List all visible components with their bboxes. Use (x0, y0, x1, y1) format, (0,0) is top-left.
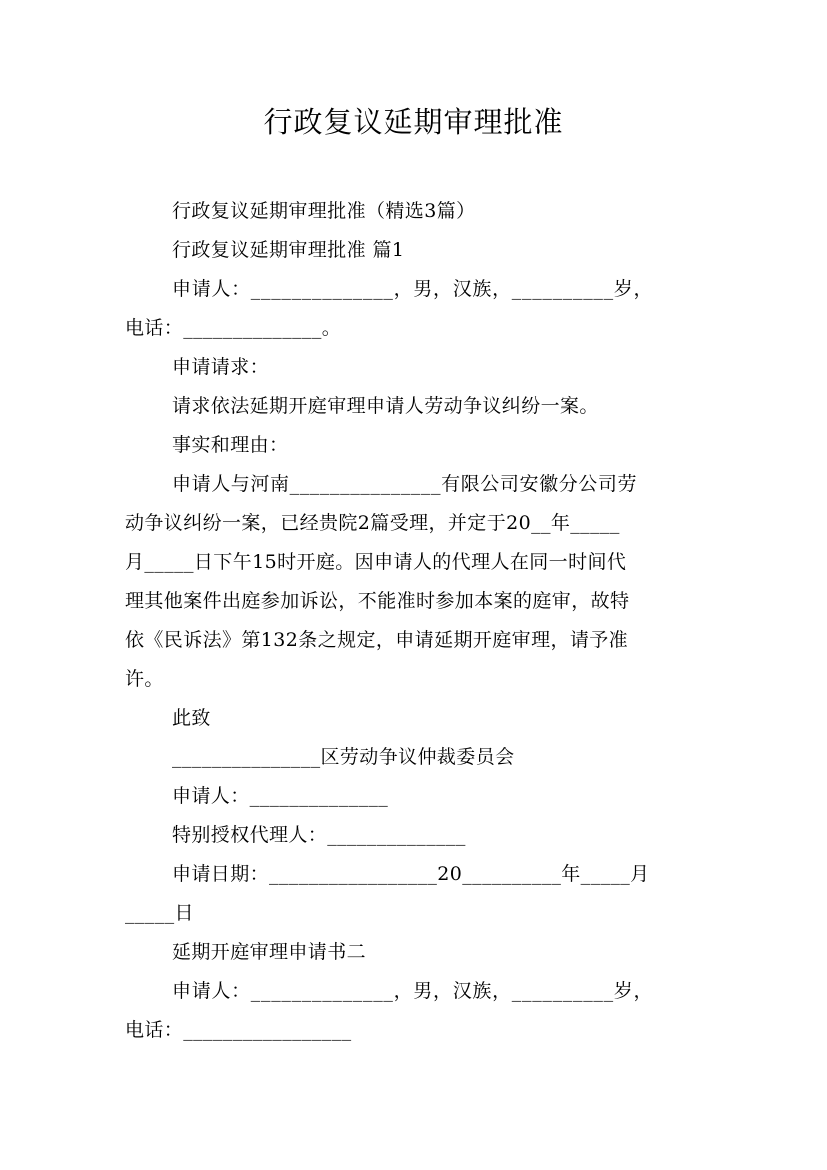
facts-paragraph-line: 依《民诉法》第132条之规定，申请延期开庭审理，请予准 (125, 629, 629, 651)
facts-paragraph-line: 动争议纠纷一案，已经贵院2篇受理，并定于20__年_____ (125, 512, 620, 534)
section-heading-1: 行政复议延期审理批准 篇1 (172, 239, 405, 261)
subtitle-selected: 行政复议延期审理批准（精选3篇） (172, 200, 476, 222)
request-heading: 申请请求： (172, 356, 270, 378)
application-date-day: _____日 (125, 902, 194, 924)
facts-paragraph-line: 许。 (125, 668, 164, 690)
signature-applicant: 申请人：______________ (172, 785, 389, 807)
facts-paragraph-line: 理其他案件出庭参加诉讼，不能准时参加本案的庭审，故特 (125, 590, 630, 612)
recipient-line: _______________区劳动争议仲裁委员会 (172, 746, 515, 768)
facts-heading: 事实和理由： (172, 434, 289, 456)
facts-paragraph-line: 月_____日下午15时开庭。因申请人的代理人在同一时间代 (125, 551, 627, 573)
signature-agent: 特别授权代理人：______________ (172, 824, 466, 846)
applicant-line-2: 申请人：______________，男，汉族，__________岁， (172, 980, 654, 1002)
section-heading-2: 延期开庭审理申请书二 (172, 941, 367, 963)
applicant-line: 申请人：______________，男，汉族，__________岁， (172, 278, 654, 300)
application-date: 申请日期：_________________20__________年_____月 (172, 863, 650, 885)
document-title: 行政复议延期审理批准 (263, 105, 564, 139)
request-text: 请求依法延期开庭审理申请人劳动争议纠纷一案。 (172, 395, 599, 417)
phone-line-2: 电话：_________________ (125, 1019, 352, 1041)
phone-line: 电话：______________。 (125, 317, 342, 339)
facts-paragraph-line: 申请人与河南_______________有限公司安徽分公司劳 (172, 473, 638, 495)
salutation: 此致 (172, 707, 211, 729)
